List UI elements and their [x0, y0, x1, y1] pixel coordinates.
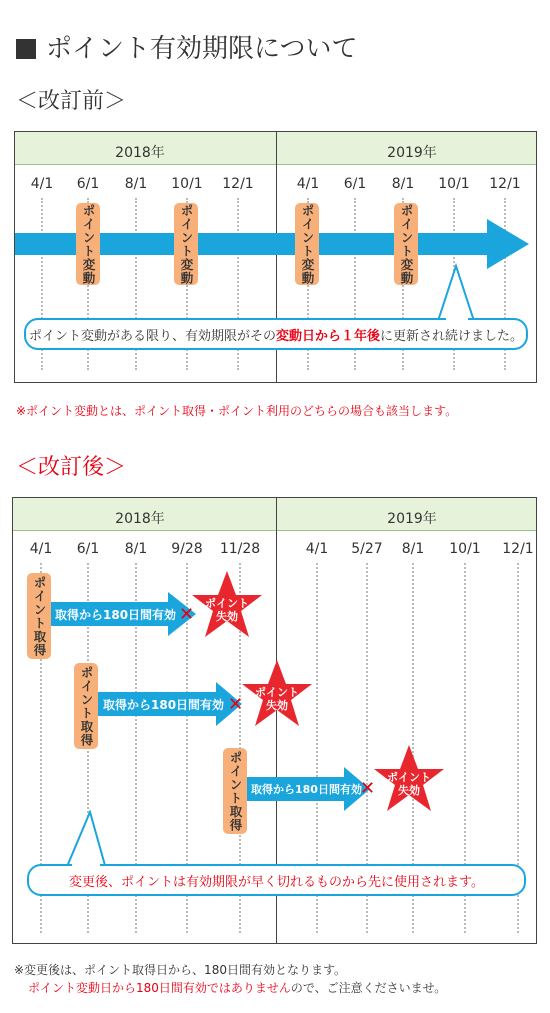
- expire-star: [190, 569, 264, 643]
- after-month: 8/1: [124, 541, 148, 557]
- before-year-2018: 2018年: [115, 145, 165, 161]
- before-month: 4/1: [296, 176, 320, 192]
- note-point-change: ※ポイント変動とは、ポイント取得・ポイント利用のどちらの場合も該当します。: [16, 404, 458, 418]
- before-year-2019: 2019年: [387, 145, 437, 161]
- after-tag: ポイント取得: [27, 573, 51, 659]
- before-month: 12/1: [222, 176, 254, 192]
- validity-arrow-label: 取得から180日間有効: [103, 698, 225, 712]
- expire-star: [372, 743, 446, 817]
- before-tag: ポイント変動: [295, 203, 319, 285]
- before-bubble: [24, 318, 528, 350]
- after-bubble-joint: [72, 862, 100, 866]
- validity-arrow-label: 取得から180日間有効: [251, 783, 362, 796]
- note-after-warning-tail: ので、ご注意くださいませ。: [290, 981, 447, 995]
- before-month: 8/1: [124, 176, 148, 192]
- before-tag: ポイント変動: [174, 203, 198, 285]
- after-bubble: 変更後、ポイントは有効期限が早く切れるものから先に使用されます。: [27, 864, 526, 896]
- after-tag: ポイント取得: [223, 748, 247, 834]
- before-month: 10/1: [438, 176, 470, 192]
- after-tag: ポイント取得: [74, 663, 98, 749]
- before-month: 8/1: [391, 176, 415, 192]
- expire-star-line2: 失効: [398, 784, 420, 797]
- after-month: 11/28: [219, 541, 261, 557]
- expire-x-icon: ✕: [360, 778, 376, 799]
- page-title-text: ポイント有効期限について: [46, 34, 358, 64]
- page-title: [16, 28, 357, 65]
- after-month: 8/1: [401, 541, 425, 557]
- expire-star-line2: 失効: [266, 699, 288, 712]
- after-month: 4/1: [29, 541, 53, 557]
- expire-star: [240, 658, 314, 732]
- after-month: 9/28: [171, 541, 203, 557]
- before-bubble-text-pre: ポイント変動がある限り、有効期限がその: [28, 328, 276, 344]
- after-month: 10/1: [449, 541, 481, 557]
- after-year-2018: 2018年: [115, 511, 165, 527]
- before-bubble-text-post: に更新され続けました。: [380, 328, 524, 344]
- before-bubble-joint: [446, 316, 468, 320]
- after-month: 6/1: [76, 541, 100, 557]
- expire-x-icon: ✕: [179, 604, 195, 625]
- before-month: 12/1: [489, 176, 521, 192]
- after-month: 12/1: [502, 541, 534, 557]
- expire-star-line1: ポイント: [387, 771, 431, 784]
- note-after-warning: [28, 979, 446, 996]
- after-year-2019: 2019年: [387, 511, 437, 527]
- before-tag: ポイント変動: [76, 203, 100, 285]
- expire-star-line2: 失効: [216, 610, 238, 623]
- before-bubble-highlight: 変動日から１年後: [275, 328, 380, 344]
- before-month: 6/1: [343, 176, 367, 192]
- before-month: 10/1: [171, 176, 203, 192]
- validity-arrow-label: 取得から180日間有効: [55, 608, 177, 622]
- after-heading: ＜改訂後＞: [16, 455, 127, 480]
- after-month: 4/1: [305, 541, 329, 557]
- note-after-validity: ※変更後は、ポイント取得日から、180日間有効となります。: [14, 963, 347, 977]
- before-month: 4/1: [30, 176, 54, 192]
- square-bullet-icon: [16, 39, 36, 59]
- note-after-warning-highlight: ポイント変動日から180日間有効ではありません: [28, 981, 291, 995]
- after-month: 5/27: [351, 541, 383, 557]
- before-heading: ＜改訂前＞: [16, 89, 127, 114]
- before-tag: ポイント変動: [394, 203, 418, 285]
- expire-star-line1: ポイント: [255, 686, 299, 699]
- after-bubble-pointer: [66, 810, 116, 870]
- expire-x-icon: ✕: [228, 694, 244, 715]
- expire-star-line1: ポイント: [205, 597, 249, 610]
- before-bubble-pointer: [438, 262, 488, 322]
- before-month: 6/1: [76, 176, 100, 192]
